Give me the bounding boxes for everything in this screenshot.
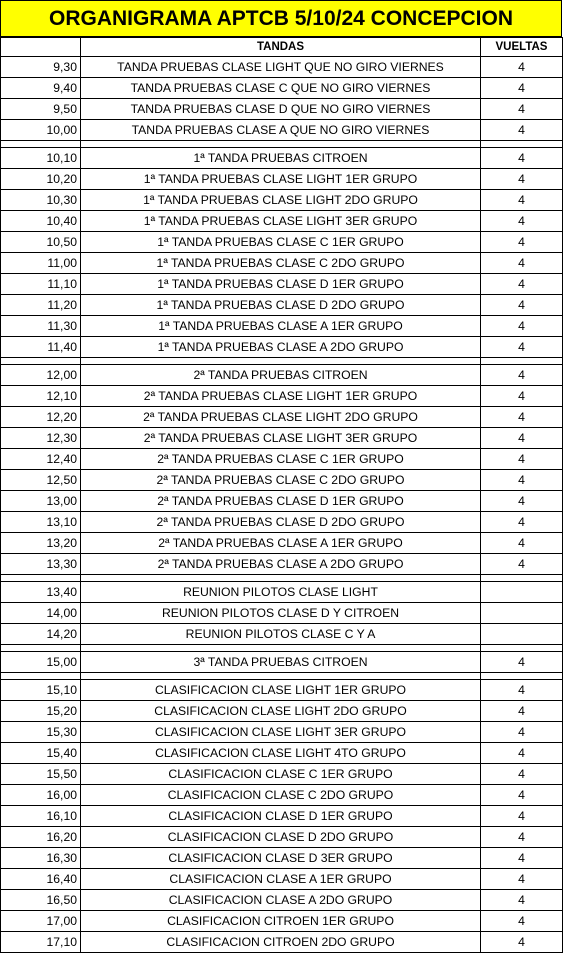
table-row	[1, 932, 563, 953]
table-row	[1, 99, 563, 120]
tanda-cell: 1ª TANDA PRUEBAS CLASE LIGHT 3ER GRUPO	[81, 211, 481, 232]
time-cell: 16,00	[1, 785, 81, 806]
vueltas-cell: 4	[481, 848, 563, 869]
time-cell: 12,40	[1, 449, 81, 470]
tanda-cell: 1ª TANDA PRUEBAS CLASE A 1ER GRUPO	[81, 316, 481, 337]
time-cell: 11,30	[1, 316, 81, 337]
vueltas-cell: 4	[481, 274, 563, 295]
time-cell: 11,00	[1, 253, 81, 274]
table-row	[1, 890, 563, 911]
tanda-cell: CLASIFICACION CITROEN 2DO GRUPO	[81, 932, 481, 953]
tanda-cell: 2ª TANDA PRUEBAS CLASE LIGHT 1ER GRUPO	[81, 386, 481, 407]
time-cell: 16,40	[1, 869, 81, 890]
group-separator	[1, 673, 563, 680]
vueltas-cell: 4	[481, 785, 563, 806]
table-row	[1, 624, 563, 645]
vueltas-cell: 4	[481, 743, 563, 764]
table-row	[1, 337, 563, 358]
table-row	[1, 386, 563, 407]
tanda-cell: 3ª TANDA PRUEBAS CITROEN	[81, 652, 481, 673]
table-row	[1, 232, 563, 253]
time-cell: 10,10	[1, 148, 81, 169]
separator-cell	[481, 673, 563, 680]
separator-cell	[81, 645, 481, 652]
table-row	[1, 274, 563, 295]
tanda-cell: REUNION PILOTOS CLASE C Y A	[81, 624, 481, 645]
table-row	[1, 680, 563, 701]
time-cell: 11,40	[1, 337, 81, 358]
table-row	[1, 806, 563, 827]
tanda-cell: 2ª TANDA PRUEBAS CLASE LIGHT 3ER GRUPO	[81, 428, 481, 449]
time-cell: 13,20	[1, 533, 81, 554]
vueltas-cell: 4	[481, 512, 563, 533]
vueltas-cell: 4	[481, 722, 563, 743]
time-cell: 14,00	[1, 603, 81, 624]
vueltas-cell: 4	[481, 890, 563, 911]
page-title: ORGANIGRAMA APTCB 5/10/24 CONCEPCION	[0, 0, 562, 37]
table-row	[1, 512, 563, 533]
time-cell: 10,50	[1, 232, 81, 253]
tanda-cell: 2ª TANDA PRUEBAS CLASE C 1ER GRUPO	[81, 449, 481, 470]
table-row	[1, 253, 563, 274]
time-cell: 10,30	[1, 190, 81, 211]
separator-cell	[81, 358, 481, 365]
vueltas-cell: 4	[481, 470, 563, 491]
vueltas-cell: 4	[481, 316, 563, 337]
table-row	[1, 407, 563, 428]
tanda-cell: REUNION PILOTOS CLASE LIGHT	[81, 582, 481, 603]
vueltas-cell: 4	[481, 533, 563, 554]
vueltas-cell: 4	[481, 148, 563, 169]
table-row	[1, 869, 563, 890]
table-row	[1, 449, 563, 470]
vueltas-cell: 4	[481, 232, 563, 253]
table-row	[1, 722, 563, 743]
tanda-cell: TANDA PRUEBAS CLASE D QUE NO GIRO VIERNES	[81, 99, 481, 120]
group-separator	[1, 141, 563, 148]
tanda-cell: 1ª TANDA PRUEBAS CLASE A 2DO GRUPO	[81, 337, 481, 358]
schedule-table	[0, 37, 563, 953]
vueltas-cell: 4	[481, 428, 563, 449]
tanda-cell: CLASIFICACION CLASE D 2DO GRUPO	[81, 827, 481, 848]
vueltas-cell: 4	[481, 932, 563, 953]
vueltas-cell: 4	[481, 701, 563, 722]
group-separator	[1, 358, 563, 365]
time-cell: 12,10	[1, 386, 81, 407]
time-cell: 15,40	[1, 743, 81, 764]
tanda-cell: CLASIFICACION CLASE A 1ER GRUPO	[81, 869, 481, 890]
time-cell: 12,50	[1, 470, 81, 491]
tanda-cell: 2ª TANDA PRUEBAS CLASE D 1ER GRUPO	[81, 491, 481, 512]
table-row	[1, 848, 563, 869]
vueltas-cell: 4	[481, 407, 563, 428]
vueltas-cell: 4	[481, 491, 563, 512]
tanda-cell: CLASIFICACION CLASE LIGHT 4TO GRUPO	[81, 743, 481, 764]
tanda-cell: 1ª TANDA PRUEBAS CLASE C 2DO GRUPO	[81, 253, 481, 274]
table-row	[1, 190, 563, 211]
time-cell: 15,50	[1, 764, 81, 785]
table-row	[1, 491, 563, 512]
separator-cell	[1, 141, 81, 148]
tanda-cell: 1ª TANDA PRUEBAS CLASE LIGHT 2DO GRUPO	[81, 190, 481, 211]
vueltas-cell: 4	[481, 337, 563, 358]
vueltas-cell: 4	[481, 869, 563, 890]
time-cell: 10,40	[1, 211, 81, 232]
table-row	[1, 785, 563, 806]
time-cell: 11,10	[1, 274, 81, 295]
vueltas-cell: 4	[481, 78, 563, 99]
table-row	[1, 211, 563, 232]
separator-cell	[481, 358, 563, 365]
tanda-cell: TANDA PRUEBAS CLASE C QUE NO GIRO VIERNES	[81, 78, 481, 99]
vueltas-cell: 4	[481, 806, 563, 827]
time-cell: 15,20	[1, 701, 81, 722]
time-cell: 17,10	[1, 932, 81, 953]
vueltas-cell: 4	[481, 386, 563, 407]
time-cell: 16,20	[1, 827, 81, 848]
vueltas-cell: 4	[481, 169, 563, 190]
time-cell: 11,20	[1, 295, 81, 316]
tanda-cell: 2ª TANDA PRUEBAS CLASE LIGHT 2DO GRUPO	[81, 407, 481, 428]
vueltas-cell: 4	[481, 295, 563, 316]
tanda-cell: 1ª TANDA PRUEBAS CITROEN	[81, 148, 481, 169]
tanda-cell: 1ª TANDA PRUEBAS CLASE D 1ER GRUPO	[81, 274, 481, 295]
tanda-cell: TANDA PRUEBAS CLASE A QUE NO GIRO VIERNES	[81, 120, 481, 141]
tanda-cell: CLASIFICACION CLASE LIGHT 2DO GRUPO	[81, 701, 481, 722]
table-row	[1, 78, 563, 99]
time-cell: 14,20	[1, 624, 81, 645]
group-separator	[1, 645, 563, 652]
tanda-cell: CLASIFICACION CITROEN 1ER GRUPO	[81, 911, 481, 932]
table-row	[1, 316, 563, 337]
time-cell: 10,00	[1, 120, 81, 141]
time-cell: 12,00	[1, 365, 81, 386]
schedule-table-body	[1, 38, 563, 953]
time-cell: 9,50	[1, 99, 81, 120]
time-cell: 16,10	[1, 806, 81, 827]
separator-cell	[481, 645, 563, 652]
time-cell: 13,10	[1, 512, 81, 533]
table-row	[1, 169, 563, 190]
vueltas-cell: 4	[481, 764, 563, 785]
separator-cell	[81, 673, 481, 680]
vueltas-cell: 4	[481, 120, 563, 141]
table-row	[1, 57, 563, 78]
table-row	[1, 764, 563, 785]
time-cell: 13,00	[1, 491, 81, 512]
separator-cell	[481, 575, 563, 582]
vueltas-cell	[481, 603, 563, 624]
table-row	[1, 827, 563, 848]
table-row	[1, 582, 563, 603]
table-row	[1, 428, 563, 449]
time-cell: 16,30	[1, 848, 81, 869]
table-row	[1, 911, 563, 932]
time-cell: 12,20	[1, 407, 81, 428]
header-tandas: TANDAS	[81, 38, 481, 57]
time-cell: 9,30	[1, 57, 81, 78]
tanda-cell: TANDA PRUEBAS CLASE LIGHT QUE NO GIRO VIERNES	[81, 57, 481, 78]
time-cell: 15,00	[1, 652, 81, 673]
vueltas-cell: 4	[481, 253, 563, 274]
group-separator	[1, 575, 563, 582]
separator-cell	[1, 645, 81, 652]
vueltas-cell: 4	[481, 365, 563, 386]
vueltas-cell	[481, 582, 563, 603]
tanda-cell: CLASIFICACION CLASE LIGHT 1ER GRUPO	[81, 680, 481, 701]
time-cell: 16,50	[1, 890, 81, 911]
tanda-cell: 2ª TANDA PRUEBAS CLASE A 1ER GRUPO	[81, 533, 481, 554]
time-cell: 9,40	[1, 78, 81, 99]
vueltas-cell: 4	[481, 99, 563, 120]
vueltas-cell: 4	[481, 554, 563, 575]
separator-cell	[1, 575, 81, 582]
tanda-cell: CLASIFICACION CLASE C 2DO GRUPO	[81, 785, 481, 806]
table-row	[1, 743, 563, 764]
separator-cell	[81, 141, 481, 148]
table-row	[1, 365, 563, 386]
tanda-cell: CLASIFICACION CLASE D 3ER GRUPO	[81, 848, 481, 869]
vueltas-cell	[481, 624, 563, 645]
tanda-cell: CLASIFICACION CLASE LIGHT 3ER GRUPO	[81, 722, 481, 743]
table-row	[1, 554, 563, 575]
table-row	[1, 120, 563, 141]
tanda-cell: 2ª TANDA PRUEBAS CLASE D 2DO GRUPO	[81, 512, 481, 533]
tanda-cell: 1ª TANDA PRUEBAS CLASE D 2DO GRUPO	[81, 295, 481, 316]
vueltas-cell: 4	[481, 827, 563, 848]
time-cell: 12,30	[1, 428, 81, 449]
time-cell: 10,20	[1, 169, 81, 190]
vueltas-cell: 4	[481, 449, 563, 470]
tanda-cell: CLASIFICACION CLASE D 1ER GRUPO	[81, 806, 481, 827]
tanda-cell: REUNION PILOTOS CLASE D Y CITROEN	[81, 603, 481, 624]
vueltas-cell: 4	[481, 911, 563, 932]
tanda-cell: 1ª TANDA PRUEBAS CLASE LIGHT 1ER GRUPO	[81, 169, 481, 190]
table-row	[1, 701, 563, 722]
table-row	[1, 295, 563, 316]
tanda-cell: CLASIFICACION CLASE C 1ER GRUPO	[81, 764, 481, 785]
time-cell: 13,40	[1, 582, 81, 603]
table-row	[1, 470, 563, 491]
table-row	[1, 603, 563, 624]
separator-cell	[81, 575, 481, 582]
vueltas-cell: 4	[481, 57, 563, 78]
time-cell: 17,00	[1, 911, 81, 932]
vueltas-cell: 4	[481, 211, 563, 232]
time-cell: 13,30	[1, 554, 81, 575]
vueltas-cell: 4	[481, 190, 563, 211]
header-vueltas: VUELTAS	[481, 38, 563, 57]
table-row	[1, 533, 563, 554]
time-cell: 15,30	[1, 722, 81, 743]
separator-cell	[1, 673, 81, 680]
separator-cell	[1, 358, 81, 365]
header-time	[1, 38, 81, 57]
time-cell: 15,10	[1, 680, 81, 701]
separator-cell	[481, 141, 563, 148]
table-row	[1, 148, 563, 169]
tanda-cell: 2ª TANDA PRUEBAS CITROEN	[81, 365, 481, 386]
table-header-row	[1, 38, 563, 57]
tanda-cell: 1ª TANDA PRUEBAS CLASE C 1ER GRUPO	[81, 232, 481, 253]
tanda-cell: CLASIFICACION CLASE A 2DO GRUPO	[81, 890, 481, 911]
vueltas-cell: 4	[481, 680, 563, 701]
vueltas-cell: 4	[481, 652, 563, 673]
table-row	[1, 652, 563, 673]
tanda-cell: 2ª TANDA PRUEBAS CLASE C 2DO GRUPO	[81, 470, 481, 491]
tanda-cell: 2ª TANDA PRUEBAS CLASE A 2DO GRUPO	[81, 554, 481, 575]
